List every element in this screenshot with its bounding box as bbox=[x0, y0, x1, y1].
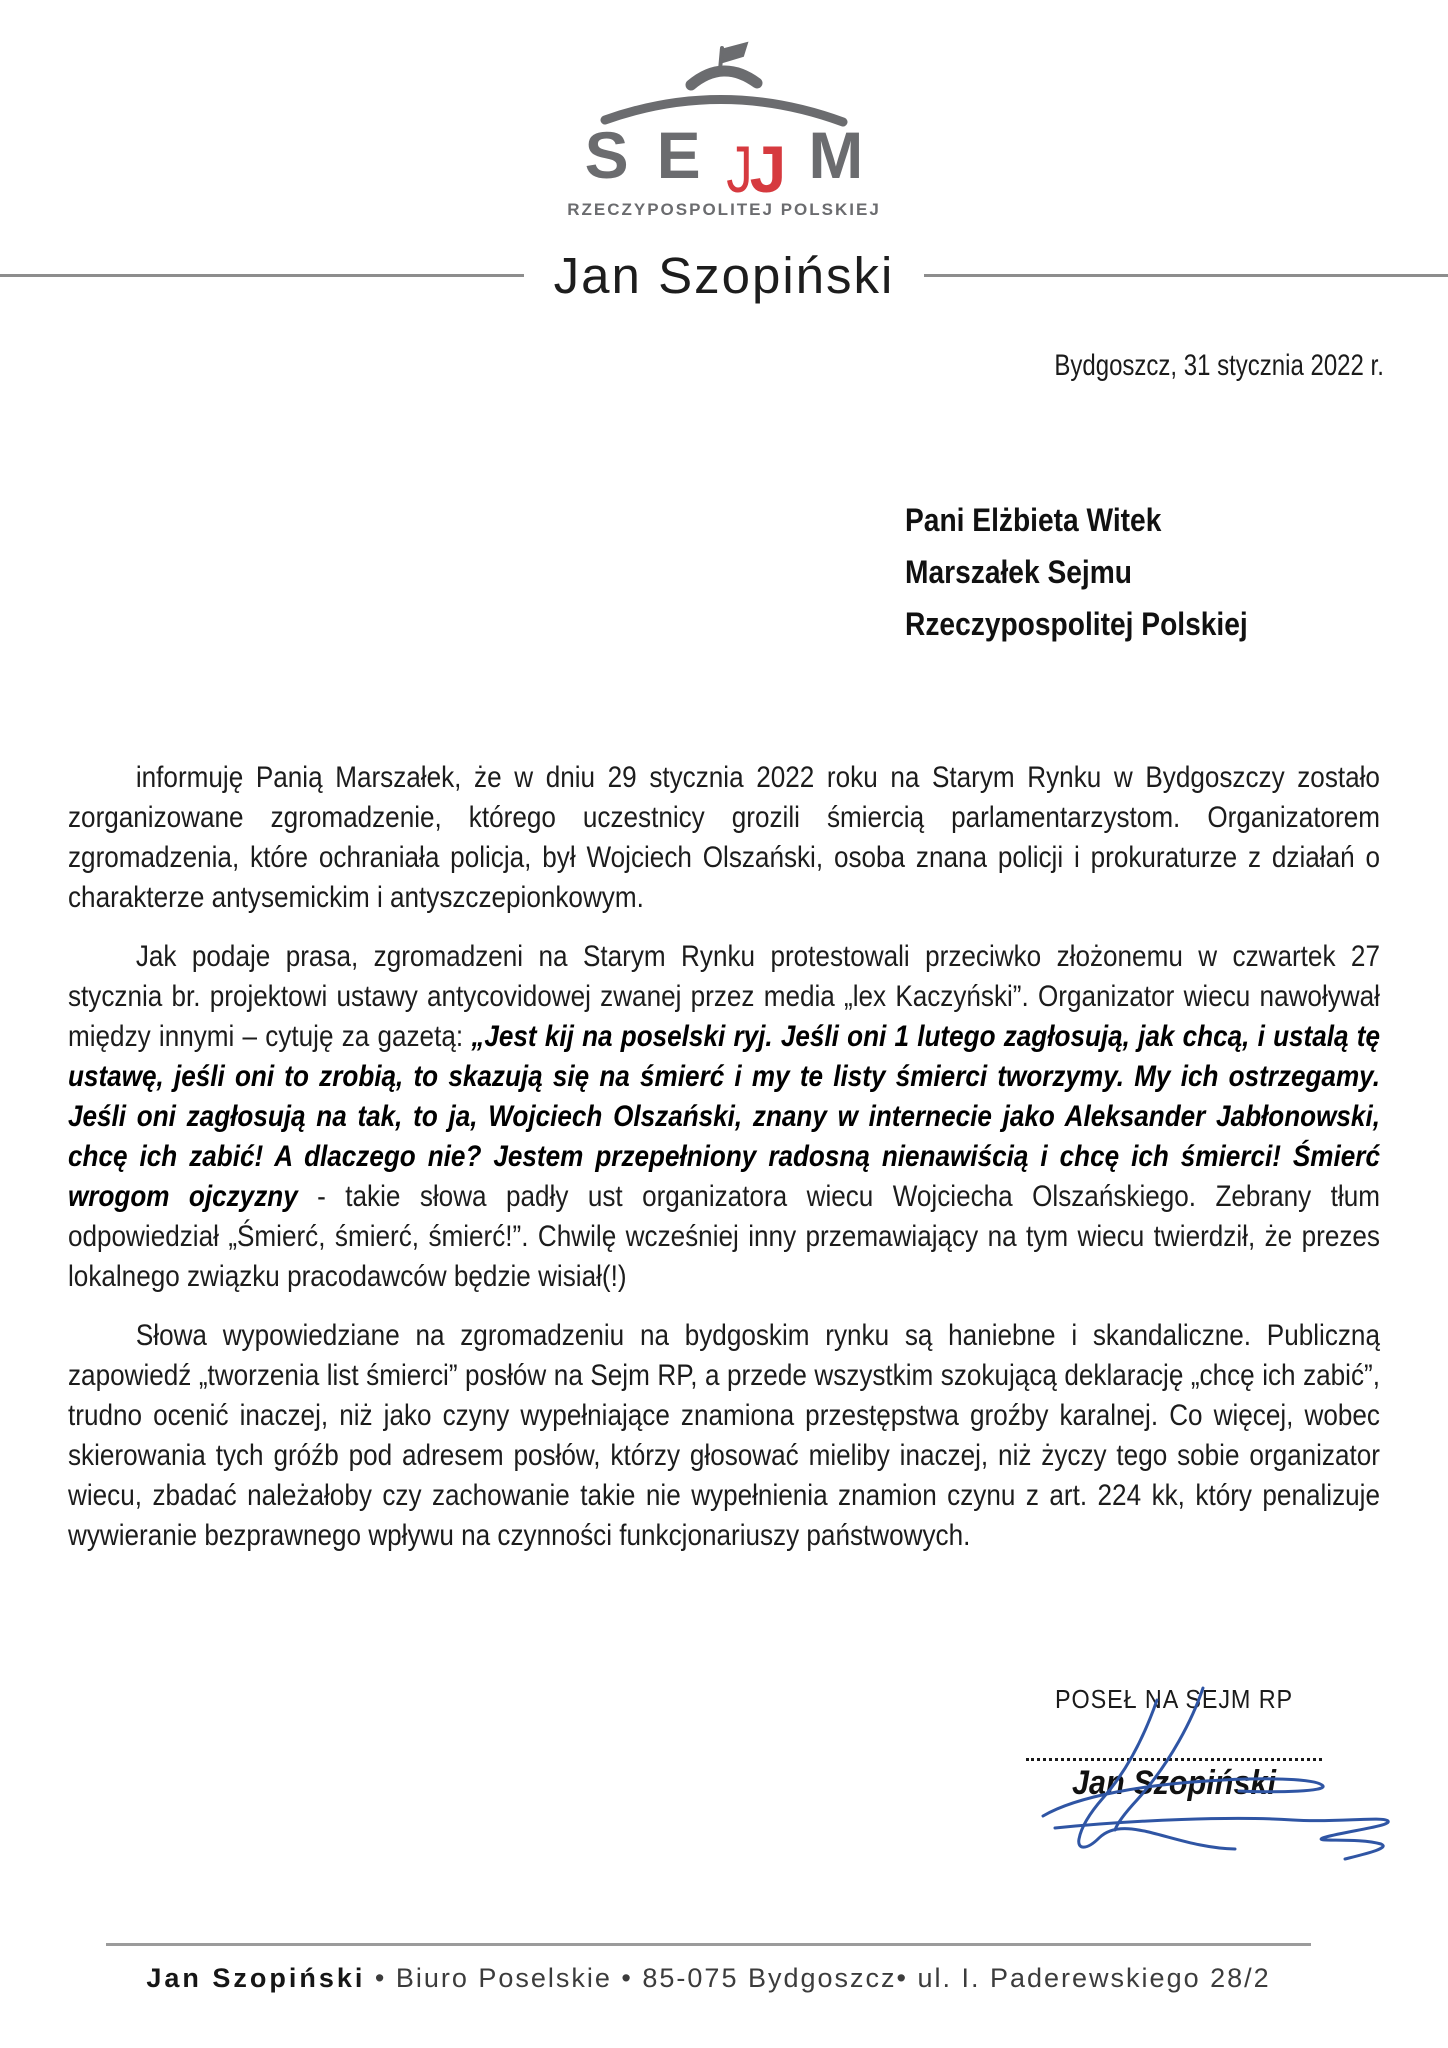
signature-role: POSEŁ NA SEJM RP bbox=[1054, 1684, 1294, 1714]
paragraph-2-lead: Jak podaje prasa, zgromadzeni na Starym Rynku protestowali przeciwko złożonemu w czwartek 27 stycznia br. projektowi ustawy antycovidowej zwanej przez media „lex Kaczyński”. Organizator wiecu nawoływał między innymi – cytuję za gazetą: bbox=[68, 940, 1380, 1053]
logo-letter-j1: J bbox=[725, 132, 753, 206]
page-title: Jan Szopiński bbox=[553, 247, 895, 304]
footer-name: Jan Szopiński bbox=[146, 1963, 366, 1993]
paragraph-2 bbox=[68, 937, 1380, 1297]
logo-red-jj bbox=[723, 132, 787, 206]
footer-text bbox=[106, 1958, 1311, 1998]
logo-subtitle: RZECZYPOSPOLITEJ POLSKIEJ bbox=[567, 200, 881, 219]
recipient-line-2: Marszałek Sejmu bbox=[905, 554, 1132, 590]
title-rule-left bbox=[0, 274, 524, 277]
paragraph-2-tail: - takie słowa padły ust organizatora wiecu Wojciecha Olszańskiego. Zebrany tłum odpowiedział „Śmierć, śmierć, śmierć!”. Chwilę wcześniej inny przemawiający na tym wiecu twierdził, że prezes lokalnego związku pracodawców będzie wisiał(!) bbox=[68, 1180, 1380, 1293]
signature-printed-name: Jan Szopiński bbox=[1071, 1764, 1277, 1802]
paragraph-1 bbox=[68, 758, 1380, 918]
sejm-wordmark bbox=[571, 118, 878, 206]
footer-rule bbox=[106, 1943, 1311, 1946]
paragraph-3-text: Słowa wypowiedziane na zgromadzeniu na bydgoskim rynku są haniebne i skandaliczne. Publiczną zapowiedź „tworzenia list śmierci” posłów na Sejm RP, a przede wszystkim szokującą deklarację „chcę ich zabić”, trudno ocenić inaczej, niż jako czyny wypełniające znamiona przestępstwa groźby karalnej. Co więcej, wobec skierowania tych gróźb pod adresem posłów, którzy głosować mieliby inaczej, niż życzy tego sobie organizator wiecu, zbadać należałoby czy zachowanie takie nie wypełnienia znamion czynu z art. 224 kk, który penalizuje wywieranie bezprawnego wpływu na czynności funkcjonariuszy państwowych. bbox=[68, 1319, 1380, 1552]
recipient-line-3: Rzeczypospolitej Polskiej bbox=[905, 606, 1248, 642]
paragraph-3 bbox=[68, 1316, 1380, 1556]
title-rule-right bbox=[924, 274, 1448, 277]
letterhead-logo bbox=[0, 36, 1448, 220]
recipient-block bbox=[905, 494, 1248, 650]
dateline: Bydgoszcz, 31 stycznia 2022 r. bbox=[1054, 349, 1384, 382]
handwritten-signature-ink-icon bbox=[985, 1678, 1405, 1868]
footer-address: • Biuro Poselskie • 85-075 Bydgoszcz• ul. I. Paderewskiego 28/2 bbox=[365, 1963, 1271, 1993]
logo-letter-s: S bbox=[584, 118, 629, 192]
paragraph-1-text: informuję Panią Marszałek, że w dniu 29 stycznia 2022 roku na Starym Rynku w Bydgoszczy zostało zorganizowane zgromadzenie, którego uczestnicy grozili śmiercią parlamentarzystom. Organizatorem zgromadzenia, które ochraniała policja, był Wojciech Olszański, osoba znana policji i prokuraturze z działań o charakterze antysemickim i antyszczepionkowym. bbox=[68, 761, 1380, 914]
logo-letter-j2: J bbox=[749, 132, 787, 206]
letterhead-title-row bbox=[0, 246, 1448, 305]
recipient-line-1: Pani Elżbieta Witek bbox=[905, 502, 1162, 538]
letter-body bbox=[68, 758, 1380, 1575]
logo-letter-m: M bbox=[808, 118, 864, 192]
logo-letter-e: E bbox=[656, 118, 701, 192]
paragraph-2-quote: „Jest kij na poselski ryj. Jeśli oni 1 lutego zagłosują, jak chcą, i ustalą tę ustawę, jeśli oni to zrobią, to skazują się na śmierć i my te listy śmierci tworzymy. My ich ostrzegamy. Jeśli oni zagłosują na tak, to ja, Wojciech Olszański, znany w internecie jako Aleksander Jabłonowski, chcę ich zabić! A dlaczego nie? Jestem przepełniony radosną nienawiścią i chcę ich śmierci! Śmierć wrogom ojczyzny bbox=[68, 1020, 1380, 1213]
